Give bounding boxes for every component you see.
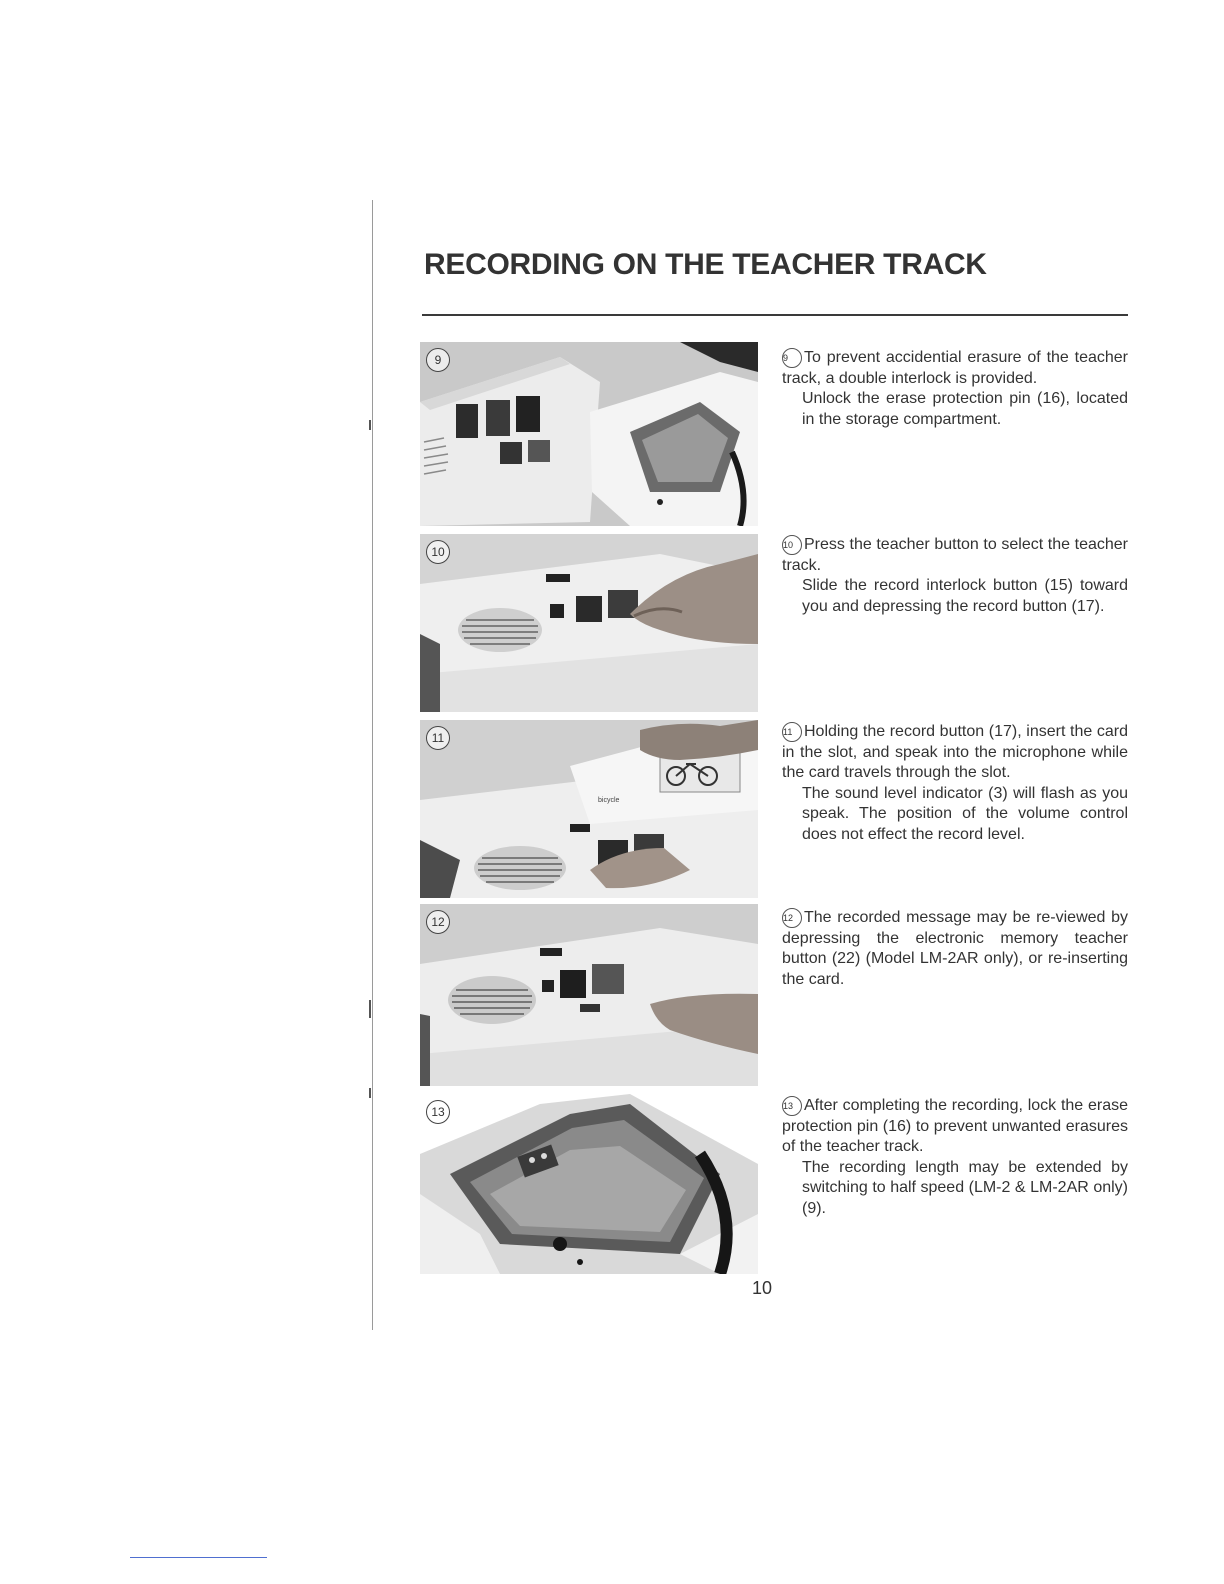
photo-step-10 — [420, 534, 758, 712]
step-10-text — [782, 535, 1128, 617]
step-number: 9 — [782, 348, 802, 368]
step-paragraph: Slide the record interlock button (15) toward you and depressing the record button (17). — [802, 577, 1128, 615]
photo-step-number: 12 — [426, 910, 450, 934]
page-number: 10 — [752, 1278, 773, 1298]
margin-mark — [369, 1000, 371, 1018]
title-rule — [422, 314, 1128, 316]
step-paragraph-text: Press the teacher button to select the teacher track. — [782, 536, 1128, 574]
step-11-text — [782, 722, 1128, 845]
step-paragraph — [782, 908, 1128, 990]
binding-margin-line — [372, 200, 373, 1330]
step-paragraph — [782, 535, 1128, 576]
step-paragraph — [782, 1096, 1128, 1158]
step-12-text — [782, 908, 1128, 990]
step-paragraph — [782, 722, 1128, 784]
step-number: 10 — [782, 535, 802, 555]
step-paragraph-text: The recorded message may be re-viewed by depressing the electronic memory teacher button (22) (Model LM-2AR only), or re-inserting the card. — [782, 909, 1128, 988]
photo-step-number: 11 — [426, 726, 450, 750]
step-paragraph-text: To prevent accidential erasure of the teacher track, a double interlock is provided. — [782, 349, 1128, 387]
photo-card-label: bicycle — [598, 797, 620, 804]
step-paragraph: The recording length may be extended by switching to half speed (LM-2 & LM-2AR only) (9). — [802, 1158, 1128, 1217]
step-paragraph: Unlock the erase protection pin (16), located in the storage compartment. — [802, 390, 1128, 428]
photo-step-13 — [420, 1094, 758, 1274]
step-paragraph-text: After completing the recording, lock the erase protection pin (16) to prevent unwanted erasures of the teacher track. — [782, 1097, 1128, 1155]
step-number: 11 — [782, 722, 802, 742]
photo-step-number: 10 — [426, 540, 450, 564]
photo-step-11 — [420, 720, 758, 898]
photo-step-12 — [420, 904, 758, 1086]
page-title: RECORDING ON THE TEACHER TRACK — [424, 248, 987, 281]
step-paragraph — [782, 348, 1128, 389]
photo-step-9 — [420, 342, 758, 526]
step-number: 12 — [782, 908, 802, 928]
step-9-text — [782, 348, 1128, 430]
footer-link-line — [130, 1557, 267, 1558]
step-paragraph-text: Holding the record button (17), insert the card in the slot, and speak into the microphone while the card travels through the slot. — [782, 723, 1128, 781]
margin-mark — [369, 420, 371, 430]
margin-mark — [369, 1088, 371, 1098]
step-number: 13 — [782, 1096, 802, 1116]
photo-step-number: 9 — [426, 348, 450, 372]
step-13-text — [782, 1096, 1128, 1219]
step-paragraph: The sound level indicator (3) will flash as you speak. The position of the volume control does not effect the record level. — [802, 784, 1128, 843]
photo-step-number: 13 — [426, 1100, 450, 1124]
